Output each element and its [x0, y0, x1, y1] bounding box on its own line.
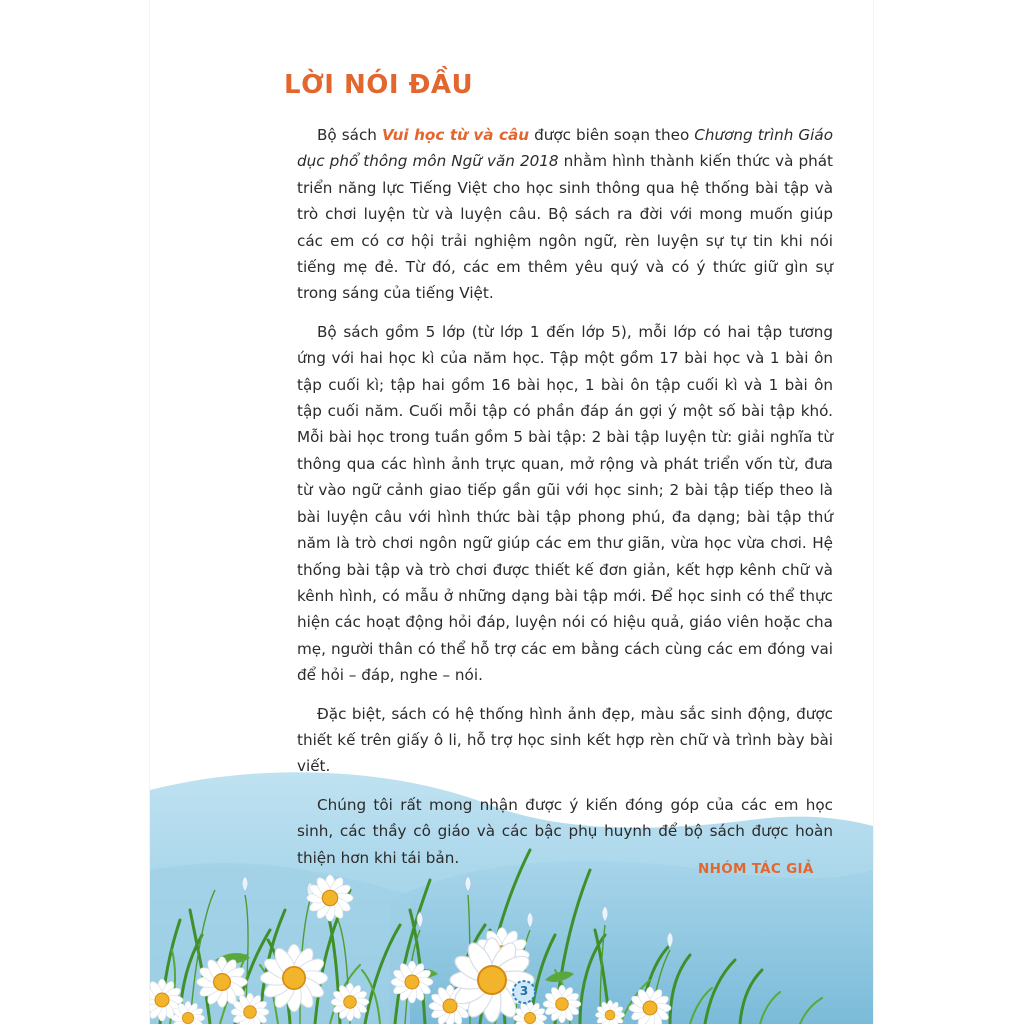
page-title: LỜI NÓI ĐẦU	[284, 70, 474, 100]
preface-body	[297, 122, 833, 883]
paragraph-text: nhằm hình thành kiến thức và phát triển năng lực Tiếng Việt cho học sinh thông qua hệ thống bài tập và trò chơi luyện từ và luyện câu. Bộ sách ra đời với mong muốn giúp các em có cơ hội trải nghiệm ngôn ngữ, rèn luyện sự tự tin khi nói tiếng mẹ đẻ. Từ đó, các em thêm yêu quý và có ý thức giữ gìn sự trong sáng của tiếng Việt.	[297, 152, 833, 303]
paragraph-text: được biên soạn theo	[529, 126, 695, 144]
page-number: 3	[519, 984, 529, 998]
author-signature: NHÓM TÁC GIẢ	[698, 861, 814, 877]
paragraph	[297, 701, 833, 780]
paragraph-text: Đặc biệt, sách có hệ thống hình ảnh đẹp, màu sắc sinh động, được thiết kế trên giấy ô li, hỗ trợ học sinh kết hợp rèn chữ và trình bày bài viết.	[297, 704, 833, 776]
paragraph	[297, 122, 833, 307]
emphasis-text: Vui học từ và câu	[381, 126, 530, 144]
paragraph-text: Chúng tôi rất mong nhận được ý kiến đóng góp của các em học sinh, các thầy cô giáo và các bậc phụ huynh để bộ sách được hoàn thiện hơn khi tái bản.	[297, 795, 833, 867]
paragraph-text: Bộ sách	[317, 126, 382, 144]
book-page	[150, 0, 873, 1024]
paragraph	[297, 792, 833, 871]
paragraph	[297, 319, 833, 689]
emphasis-text: Chương trình Giáo dục phổ thông môn Ngữ văn 2018	[297, 126, 833, 171]
paragraph-text: Bộ sách gồm 5 lớp (từ lớp 1 đến lớp 5), mỗi lớp có hai tập tương ứng với hai học kì của năm học. Tập một gồm 17 bài học và 1 bài ôn tập cuối kì; tập hai gồm 16 bài học, 1 bài ôn tập cuối kì và 1 bài ôn tập cuối năm. Cuối mỗi tập có phần đáp án gợi ý một số bài tập khó. Mỗi bài học trong tuần gồm 5 bài tập: 2 bài tập luyện từ: giải nghĩa từ thông qua các hình ảnh trực quan, mở rộng và phát triển vốn từ, đưa từ vào ngữ cảnh giao tiếp gần gũi với học sinh; 2 bài tập tiếp theo là bài luyện câu với hình thức bài tập phong phú, đa dạng; bài tập thứ năm là trò chơi ngôn ngữ giúp các em thư giãn, vừa học vừa chơi. Hệ thống bài tập và trò chơi được thiết kế đơn giản, kết hợp kênh chữ và kênh hình, có mẫu ở những dạng bài tập mới. Để học sinh có thể thực hiện các hoạt động hỏi đáp, luyện nói có hiệu quả, giáo viên hoặc cha mẹ, người thân có thể hỗ trợ các em bằng cách cùng các em đóng vai để hỏi – đáp, nghe – nói.	[297, 322, 833, 685]
